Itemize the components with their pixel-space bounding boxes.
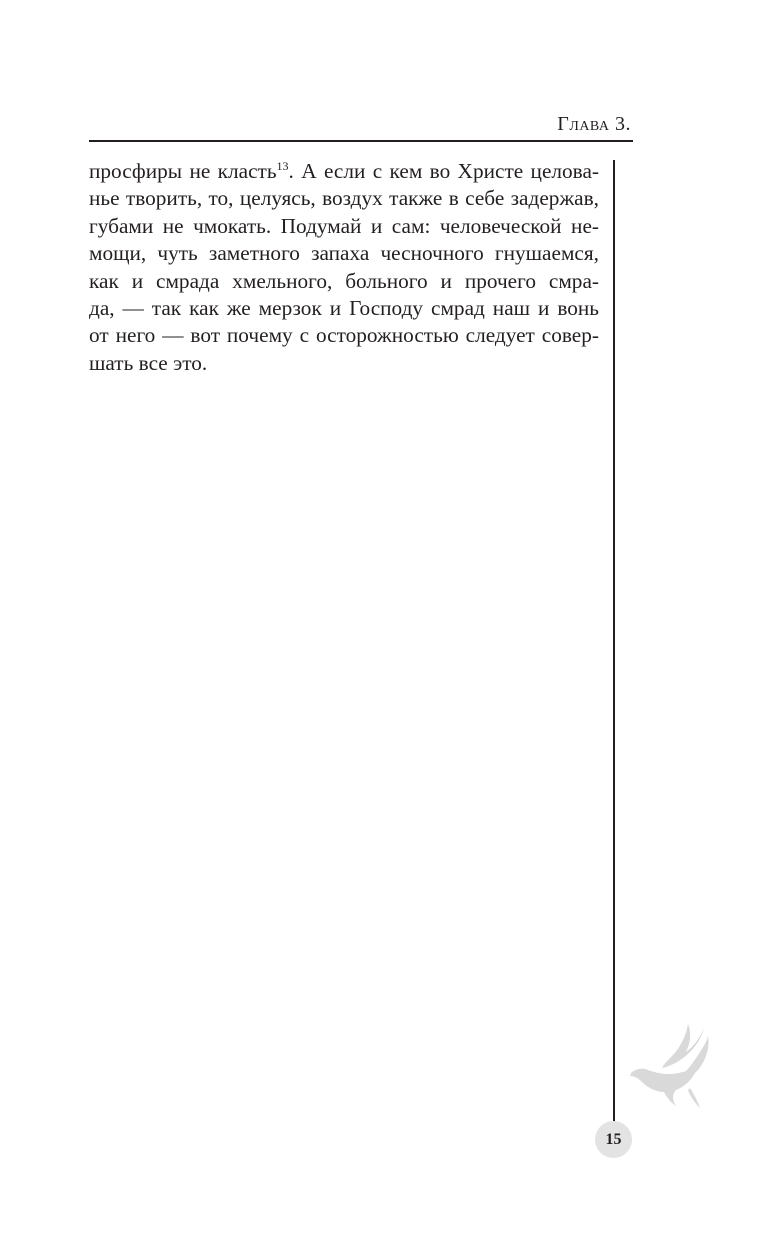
text-line: губами не чмокать. Подумай и сам: человеческой не-: [89, 213, 599, 238]
side-margin-rule: [613, 160, 615, 1125]
text-line: да, — так как же мерзок и Господу смрад наш и вонь: [89, 296, 599, 321]
running-head: Глава 3.: [557, 113, 631, 135]
footnote-ref[interactable]: 13: [276, 159, 289, 173]
body-text: [89, 158, 599, 377]
page-number-badge: [595, 1121, 632, 1158]
text-line: нье творить, то, целуясь, воздух также в себе задержав,: [89, 186, 599, 211]
text-line: от него — вот почему с осторожностью следует совер-: [89, 323, 599, 348]
dove-icon: [628, 1022, 714, 1110]
text-line: шать все это.: [89, 350, 208, 375]
text-segment: . А если с кем во Христе целова-: [288, 159, 599, 183]
text-line: мощи, чуть заметного запаха чесночного гнушаемся,: [89, 241, 599, 266]
text-segment: просфиры не класть: [89, 159, 277, 183]
page-number: 15: [605, 1130, 622, 1148]
header-rule: [89, 140, 633, 142]
text-line: [89, 158, 599, 185]
text-line: как и смрада хмельного, больного и прочего смра-: [89, 268, 599, 293]
